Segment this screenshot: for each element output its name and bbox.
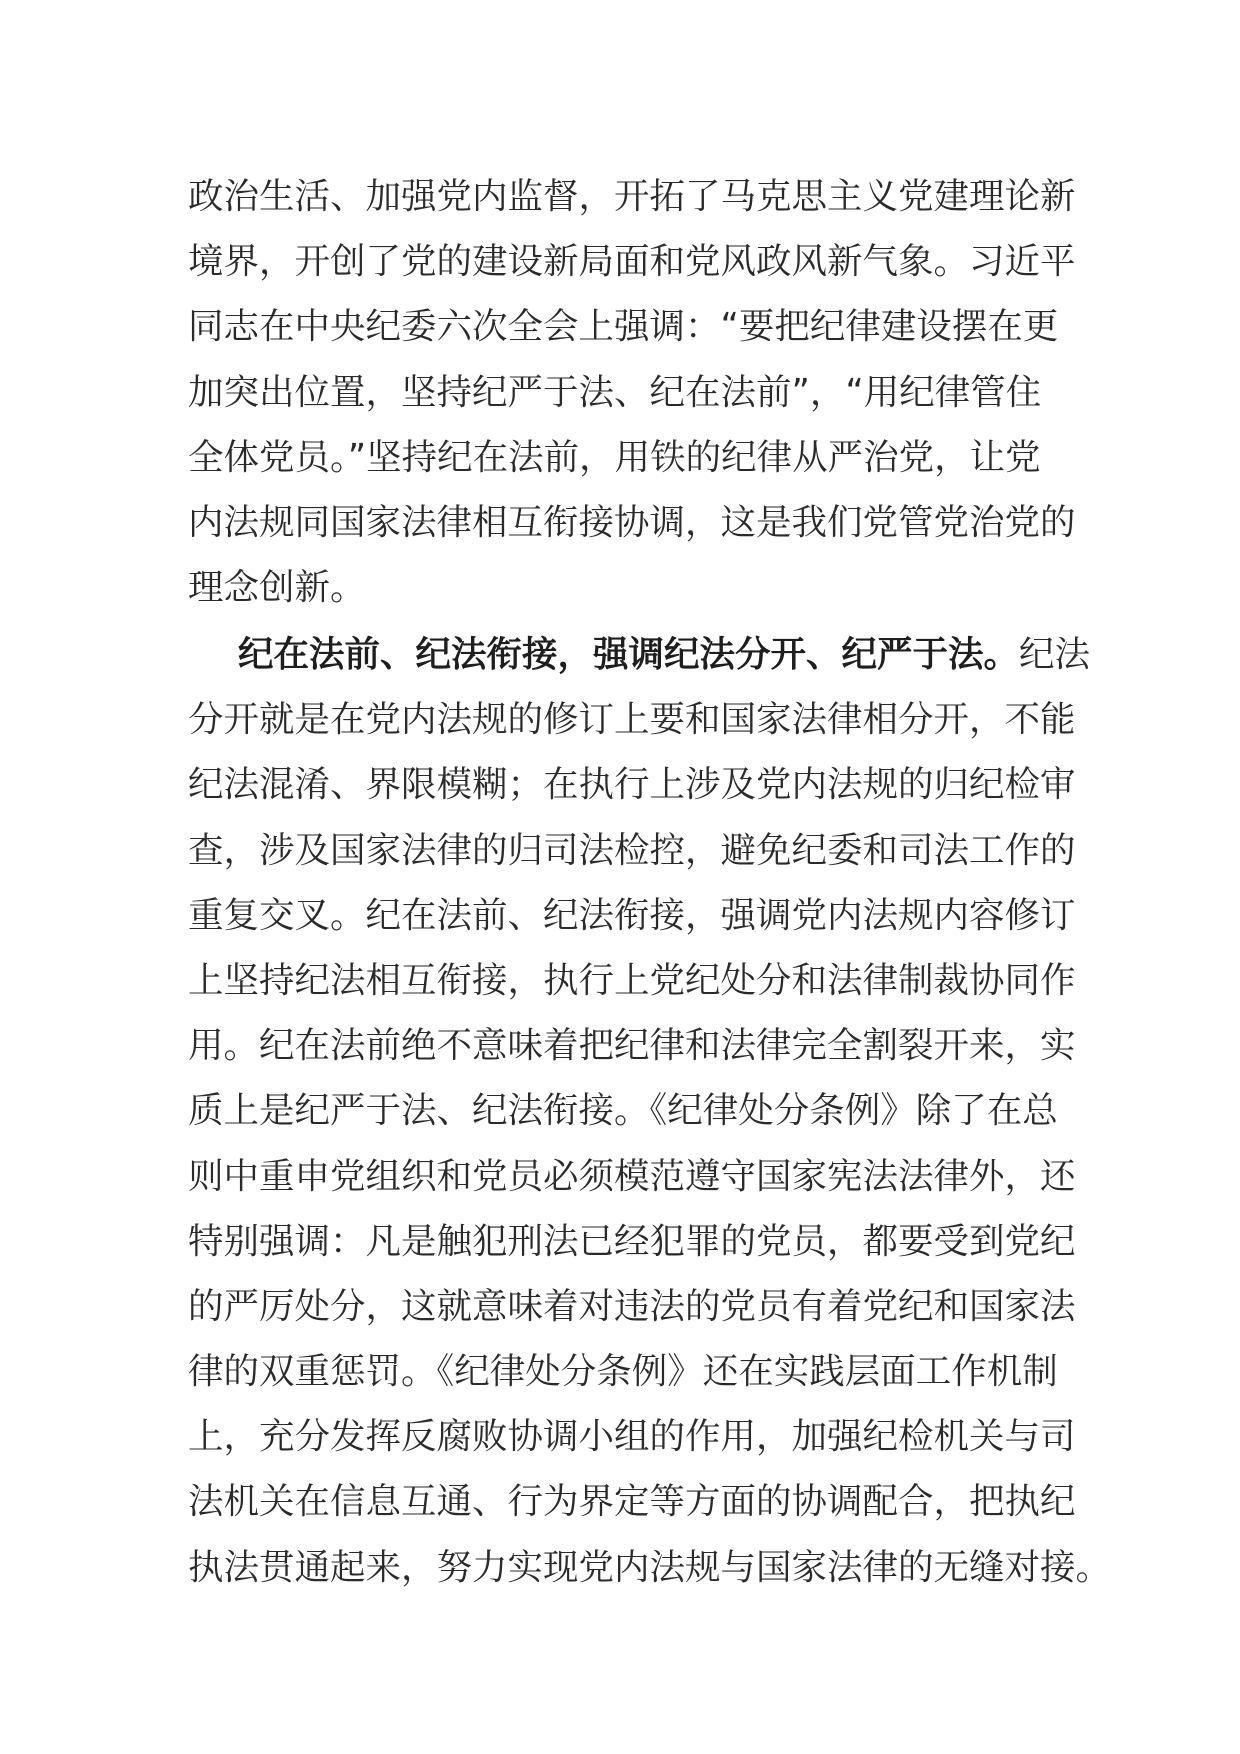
paragraph-line: 执法贯通起来，努力实现党内法规与国家法律的无缝对接。 — [188, 1546, 1112, 1588]
paragraph-heading: 纪在法前、纪法衔接，强调纪法分开、纪严于法。 — [238, 634, 1020, 675]
paragraph-line: 全体党员。”坚持纪在法前，用铁的纪律从严治党，让党 — [188, 436, 1041, 478]
paragraph-line: 用。纪在法前绝不意味着把纪律和法律完全割裂开来，实 — [188, 1025, 1076, 1067]
paragraph-line: 上，充分发挥反腐败协调小组的作用，加强纪检机关与司 — [188, 1416, 1076, 1458]
paragraph-1 — [188, 164, 1076, 620]
paragraph-line: 的严厉处分，这就意味着对违法的党员有着党纪和国家法 — [188, 1285, 1076, 1327]
paragraph-line: 理念创新。 — [188, 567, 366, 609]
paragraph-line: 法机关在信息互通、行为界定等方面的协调配合，把执纪 — [188, 1481, 1076, 1523]
paragraph-line: 内法规同国家法律相互衔接协调，这是我们党管党治党的 — [188, 501, 1076, 543]
paragraph-2 — [188, 622, 1112, 1600]
paragraph-line: 同志在中央纪委六次全会上强调：“要把纪律建设摆在更 — [188, 306, 1059, 348]
paragraph-line: 上坚持纪法相互衔接，执行上党纪处分和法律制裁协同作 — [188, 959, 1076, 1001]
paragraph-line: 重复交叉。纪在法前、纪法衔接，强调党内法规内容修订 — [188, 894, 1076, 936]
paragraph-line: 加突出位置，坚持纪严于法、纪在法前”，“用纪律管住 — [188, 371, 1042, 413]
paragraph-first-line-rest: 纪法 — [1019, 634, 1091, 675]
paragraph-first-line — [188, 622, 1091, 687]
paragraph-line: 查，涉及国家法律的归司法检控，避免纪委和司法工作的 — [188, 829, 1076, 871]
paragraph-line: 质上是纪严于法、纪法衔接。《纪律处分条例》除了在总 — [188, 1090, 1058, 1132]
paragraph-line: 分开就是在党内法规的修订上要和国家法律相分开，不能 — [188, 699, 1076, 741]
paragraph-line: 纪法混淆、界限模糊；在执行上涉及党内法规的归纪检审 — [188, 764, 1076, 806]
paragraph-line: 境界，开创了党的建设新局面和党风政风新气象。习近平 — [188, 241, 1076, 283]
paragraph-line: 律的双重惩罚。《纪律处分条例》还在实践层面工作机制 — [188, 1351, 1058, 1393]
paragraph-line: 政治生活、加强党内监督，开拓了马克思主义党建理论新 — [188, 176, 1076, 217]
paragraph-line: 则中重申党组织和党员必须模范遵守国家宪法法律外，还 — [188, 1155, 1076, 1197]
paragraph-line: 特别强调：凡是触犯刑法已经犯罪的党员，都要受到党纪 — [188, 1220, 1076, 1262]
